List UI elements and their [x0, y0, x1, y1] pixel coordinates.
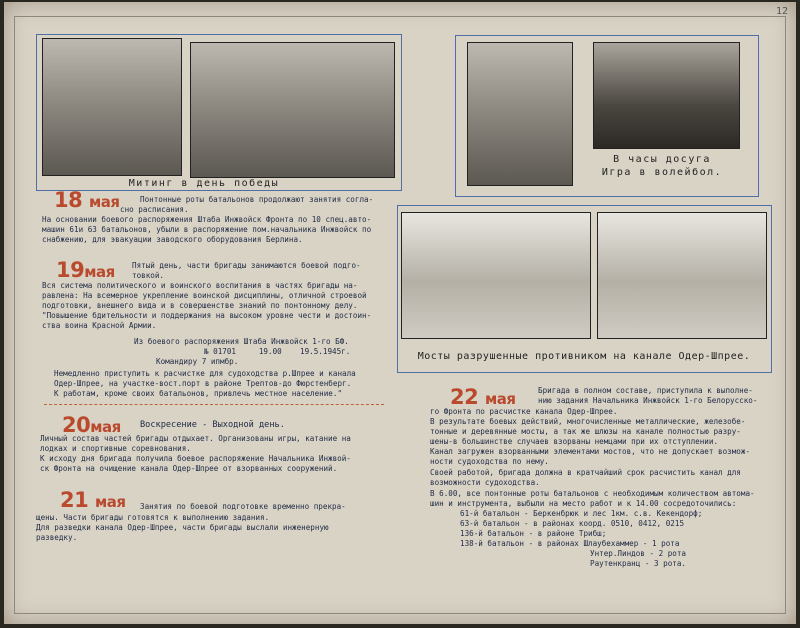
date-may-19: 19мая [56, 258, 115, 282]
page-number: 12 [775, 6, 788, 17]
date-may-21: 21 мая [60, 488, 126, 512]
text-may-22-line-15: 136-й батальон - в районе Трибш; [460, 529, 607, 538]
text-may-21-line-4: разведку. [36, 533, 78, 542]
text-may-18-line-1: Понтонные роты батальонов продолжают занятия согла- [140, 195, 374, 204]
text-may-19-line-1: Пятый день, части бригады занимаются боевой подго- [132, 261, 361, 270]
divider-dash [44, 404, 384, 405]
date-may-20: 20мая [62, 413, 121, 437]
date-may-22: 22 мая [450, 385, 516, 409]
text-may-19-line-9: № 01701 19.00 19.5.1945г. [204, 347, 351, 356]
text-may-18-line-4: машин 61и 63 батальонов, убыли в распоряжение пом.начальника Инжвойск по [42, 225, 372, 234]
text-may-18-line-5: снабжению, для эвакуации заводского оборудования Берлина. [42, 235, 303, 244]
text-may-19-line-5: подготовки, внешнего вида и в совершенстве знаний по понтонному делу. [42, 301, 358, 310]
caption-leisure: В часы досуга [613, 154, 711, 165]
text-may-21-line-3: Для разведки канала Одер-Шпрее, части бригады выслали инженерную [36, 523, 329, 532]
text-may-22-line-6: шены-в большинстве случаев взорваны немцами при их отступлении. [430, 437, 719, 446]
date-may-18: 18 мая [54, 188, 120, 212]
text-may-22-line-17: Унтер.Линдов - 2 рота [590, 549, 687, 558]
text-may-22-line-2: нию задания Начальника Инжвойск 1-го Белорусско- [538, 396, 758, 405]
photo-bridge-2 [597, 212, 767, 339]
photo-officer [42, 38, 182, 176]
text-may-19-line-4: равлена: На всемерное укрепление воинской дисциплины, отличной строевой [42, 291, 367, 300]
text-may-22-line-9: Своей работой, бригада должна в кратчайший срок расчистить канал для [430, 468, 741, 477]
text-may-19-line-10: Командиру 7 ипмбр. [156, 357, 239, 366]
text-may-19-line-13: К работам, кроме своих батальонов, привлечь местное население." [54, 389, 343, 398]
text-may-22-line-3: го Фронта по расчистке канала Одер-Шпрее. [430, 407, 618, 416]
text-may-21-line-1: Занятия по боевой подготовке временно прекра- [140, 502, 346, 511]
text-may-18-line-2: сно расписания. [120, 205, 189, 214]
album-page [4, 2, 796, 624]
text-may-22-line-12: шин и инструмента, выбыли на место работ и к 14.00 сосредоточились: [430, 499, 737, 508]
photo-formation [190, 42, 395, 178]
text-may-19-line-2: товкой. [132, 271, 165, 280]
text-may-19-line-6: "Повышение бдительности и поддержания на высоком уровне чести и достоин- [42, 311, 372, 320]
text-may-19-line-11: Немедленно приступить к расчистке для судоходства р.Шпрее и канала [54, 369, 356, 378]
caption-volleyball: Игра в волейбол. [601, 167, 723, 178]
text-may-22-line-16: 138-й батальон - в районах Шлаубехаммер - 1 рота [460, 539, 680, 548]
text-may-22-line-8: ности судоходства по нему. [430, 457, 549, 466]
text-may-22-line-10: возможности судоходства. [430, 478, 540, 487]
text-may-20-line-4: ск Фронта на очищение канала Одер-Шпрее от взорванных сооружений. [40, 464, 338, 473]
text-may-22-line-13: 61-й батальон - Беркенбрюк и лес 1км. с.в. Кекендорф; [460, 509, 703, 518]
caption-victory: Митинг в день победы [128, 178, 280, 189]
text-may-22-line-18: Раутенкранц - 3 рота. [590, 559, 687, 568]
text-may-21-line-2: щены. Части бригады готовятся к выполнению задания. [36, 513, 270, 522]
text-may-22-line-7: Канал загружен взорванными элементами мостов, что не допускает возмож- [430, 447, 751, 456]
text-may-19-line-12: Одер-Шпрее, на участке-вост.порт в районе Трептов-до Фюрстенберг. [54, 379, 352, 388]
text-may-20-line-2: лодках и спортивные соревнования. [40, 444, 191, 453]
text-may-19-line-8: Из боевого распоряжения Штаба Инжвойск 1-го БФ. [134, 337, 349, 346]
text-may-20-line-3: К исходу дня бригада получила боевое распоряжение Начальника Инжвой- [40, 454, 351, 463]
text-may-22-line-4: В результате боевых действий, многочисленные металлические, железобе- [430, 417, 746, 426]
photo-volleyball-1 [467, 42, 573, 186]
text-may-20-line-1: Личный состав частей бригады отдыхает. Организованы игры, катание на [40, 434, 351, 443]
photo-volleyball-2 [593, 42, 740, 149]
text-may-22-line-11: В 6.00, все понтонные роты батальонов с необходимым количеством автома- [430, 489, 755, 498]
text-may-19-line-3: Вся система политического и воинского воспитания в частях бригады на- [42, 281, 358, 290]
text-may-19-line-7: ства воина Красной Армии. [42, 321, 157, 330]
text-may-18-line-3: На основании боевого распоряжения Штаба Инжвойск Фронта по 10 спец.авто- [42, 215, 372, 224]
text-may-22-line-1: Бригада в полном составе, приступила к выполне- [538, 386, 753, 395]
photo-bridge-1 [401, 212, 591, 339]
text-may-20-heading: Воскресение - Выходной день. [140, 420, 285, 430]
text-may-22-line-14: 63-й батальон - в районах коорд. 0510, 0412, 0215 [460, 519, 685, 528]
caption-bridges: Мосты разрушенные противником на канале Одер-Шпрее. [417, 351, 751, 362]
text-may-22-line-5: тонные и деревянные мосты, а так же шлюзы на канале полностью разру- [430, 427, 741, 436]
